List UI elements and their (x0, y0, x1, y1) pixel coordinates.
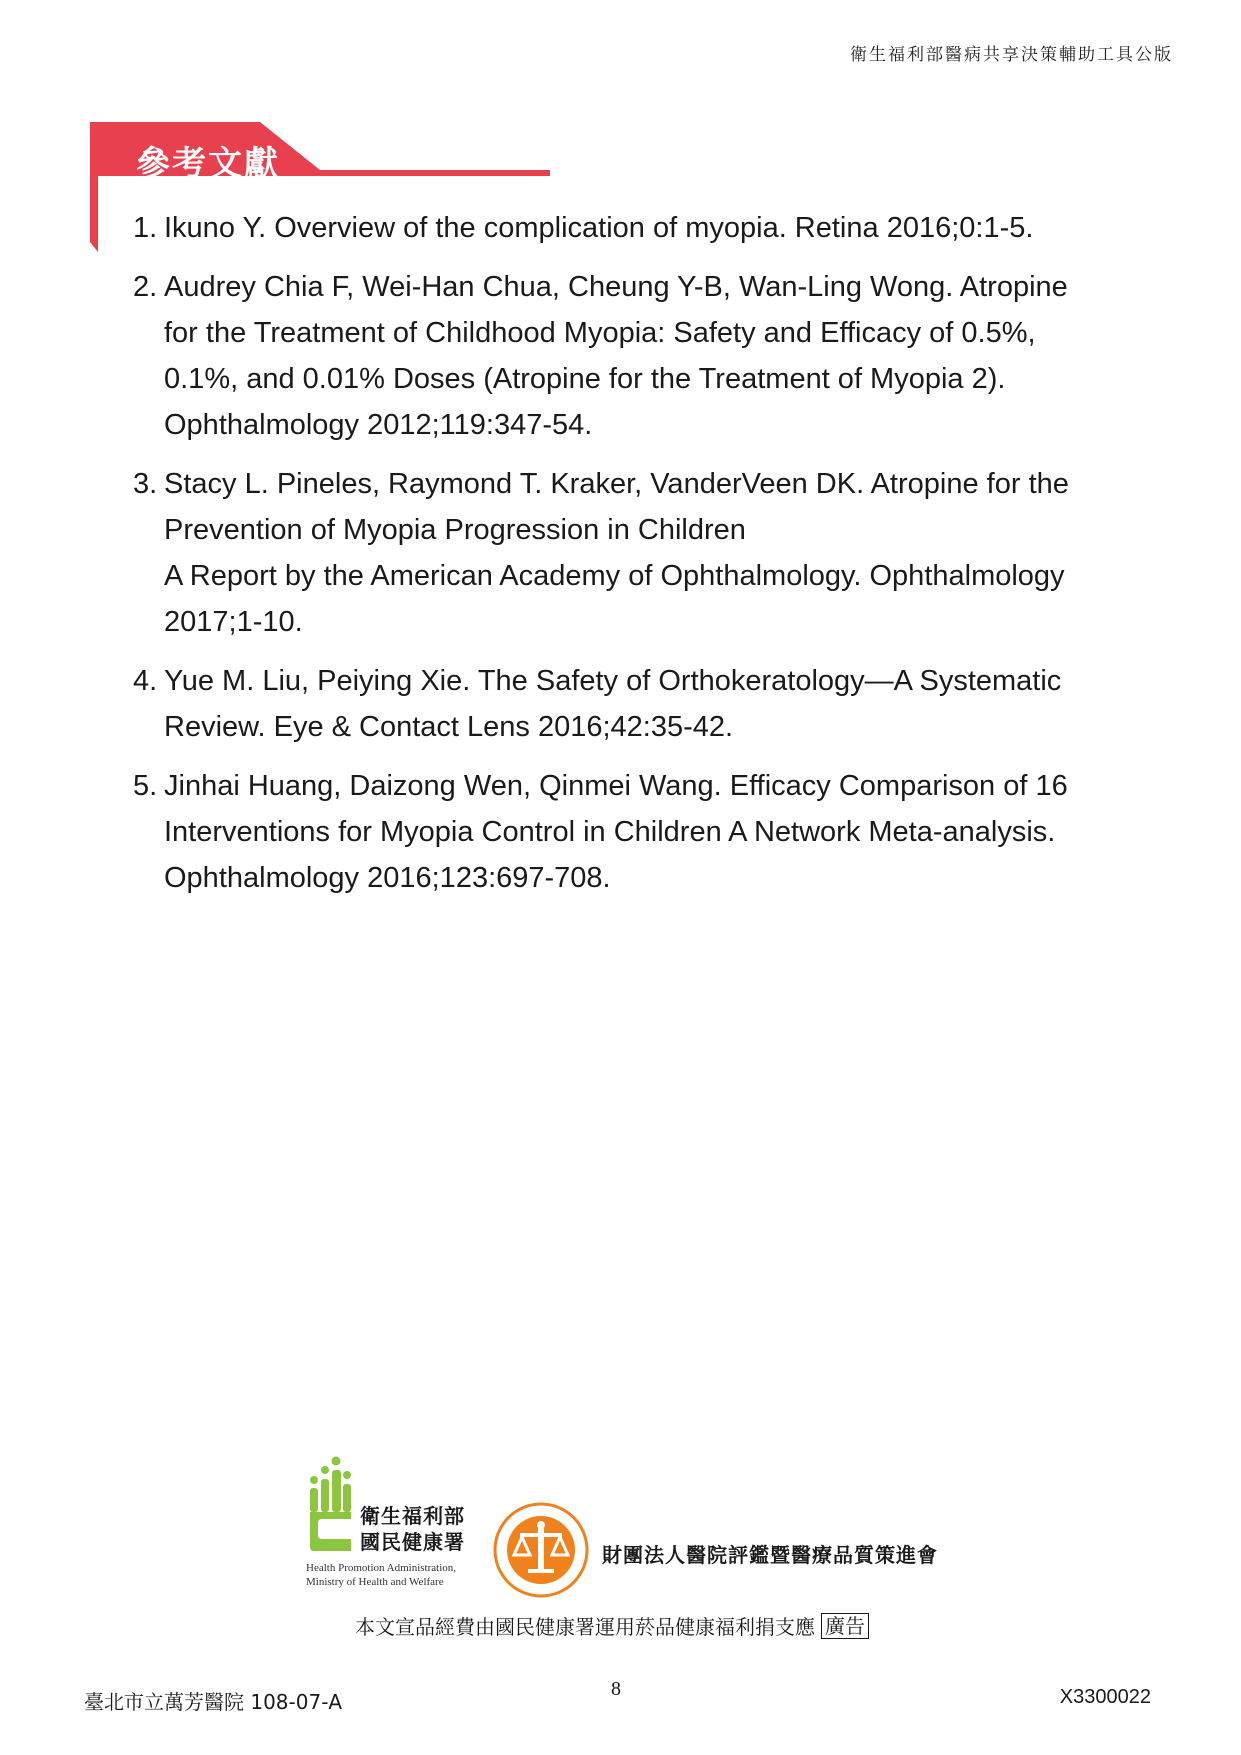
reference-number: 2. (133, 271, 158, 303)
health-promotion-hand-logo-icon (306, 1455, 356, 1555)
joint-commission-scales-logo-icon (492, 1501, 590, 1599)
reference-text: Ikuno Y. Overview of the complication of myopia. Retina 2016;0:1-5. (164, 212, 1034, 244)
section-title: 參考文獻 (136, 144, 280, 184)
hpa-name: 衛生福利部 國民健康署 (360, 1504, 465, 1554)
document-header-title: 衛生福利部醫病共享決策輔助工具公版 (850, 45, 1173, 65)
reference-item (133, 658, 1153, 750)
sponsor-logos (306, 1455, 966, 1595)
reference-item (133, 763, 1153, 901)
reference-text: Yue M. Liu, Peiying Xie. The Safety of Orthokeratology—A Systematic Review. Eye & Contact Lens 2016;42:35-42. (164, 665, 1062, 743)
reference-number: 1. (133, 212, 158, 244)
page-number: 8 (611, 1678, 621, 1700)
reference-number: 5. (133, 770, 158, 802)
reference-text: Stacy L. Pineles, Raymond T. Kraker, VanderVeen DK. Atropine for the Prevention of Myopia Progression in Children A Report by the American Academy of Ophthalmology. Ophthalmology 2017;1-10. (164, 468, 1069, 638)
reference-text: Jinhai Huang, Daizong Wen, Qinmei Wang. Efficacy Comparison of 16 Interventions for Myopia Control in Children A Network Meta-analysis. Ophthalmology 2016;123:697-708. (164, 770, 1068, 894)
sponsor-text: 本文宣品經費由國民健康署運用菸品健康福利捐支應 (355, 1615, 815, 1639)
footer-serial-number: X3300022 (1059, 1686, 1151, 1708)
reference-item (133, 205, 1153, 251)
reference-list (133, 205, 1153, 914)
footer-document-code: 臺北市立萬芳醫院 108-07-A (84, 1690, 343, 1714)
reference-number: 4. (133, 665, 158, 697)
hpa-english-name: Health Promotion Administration, Ministry of Health and Welfare (306, 1562, 457, 1588)
jct-name: 財團法人醫院評鑑暨醫療品質策進會 (602, 1543, 938, 1567)
reference-item (133, 264, 1153, 448)
reference-number: 3. (133, 468, 158, 500)
reference-item (133, 461, 1153, 645)
joint-commission-logo (492, 1501, 590, 1599)
health-promotion-administration-logo (306, 1455, 466, 1595)
ad-badge: 廣告 (821, 1613, 869, 1639)
reference-text: Audrey Chia F, Wei-Han Chua, Cheung Y-B, Wan-Ling Wong. Atropine for the Treatment of Childhood Myopia: Safety and Efficacy of 0.5%, 0.1%, and 0.01% Doses (Atropine for the Treatment of Myopia 2). Ophthalmology 2012;119:347-54. (164, 271, 1068, 441)
sponsor-statement (355, 1611, 869, 1640)
